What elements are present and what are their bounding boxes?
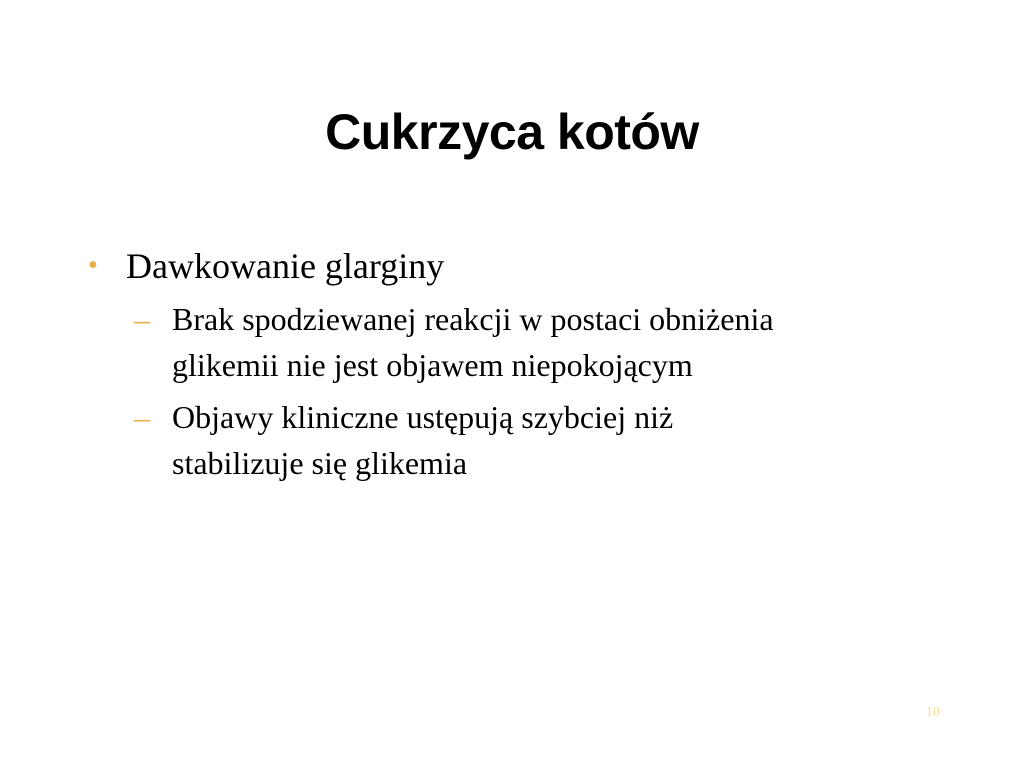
bullet-item bbox=[84, 240, 964, 292]
sub-bullet-item bbox=[84, 296, 964, 388]
sub-bullet-line: glikemii nie jest objawem niepokojącym bbox=[172, 347, 693, 383]
slide-title: Cukrzyca kotów bbox=[325, 104, 699, 160]
bullet-icon: • bbox=[88, 250, 98, 281]
sub-bullet-line: Brak spodziewanej reakcji w postaci obniżenia bbox=[172, 301, 774, 337]
sub-bullet-line: stabilizuje się glikemia bbox=[172, 445, 468, 481]
sub-bullet-line: Objawy kliniczne ustępują szybciej niż bbox=[172, 399, 674, 435]
slide-number: 10 bbox=[926, 705, 940, 720]
slide-content bbox=[84, 240, 964, 492]
sub-bullet-item bbox=[84, 394, 964, 486]
dash-icon: – bbox=[134, 399, 150, 435]
bullet-text: Dawkowanie glarginy bbox=[126, 246, 445, 286]
dash-icon: – bbox=[134, 301, 150, 337]
